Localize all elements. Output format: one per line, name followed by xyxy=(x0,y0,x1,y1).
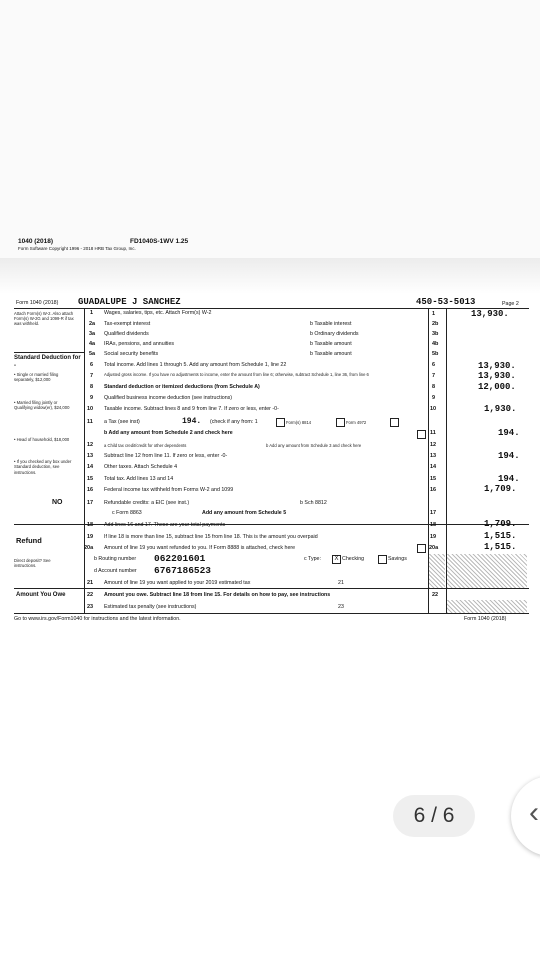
prev-copyright: Form Software Copyright 1996 - 2018 HRB Tax Group, Inc. xyxy=(18,246,136,251)
prev-form-label: 1040 (2018) xyxy=(18,238,54,245)
line-number: 22 xyxy=(432,592,439,598)
line-20a-value: 1,515. xyxy=(484,542,517,552)
line-11a-inline-value: 194. xyxy=(182,417,202,426)
line-number: 13 xyxy=(87,453,94,459)
form-8814-label: Form(s) 8814 xyxy=(286,420,312,425)
page-number: Page 2 xyxy=(502,301,519,307)
line-number: 1 xyxy=(432,311,436,317)
account-number: 6767186523 xyxy=(154,565,212,576)
shaded-area xyxy=(429,554,445,588)
standard-deduction-title: Standard Deduction for - xyxy=(14,355,81,369)
line-number: 17 xyxy=(430,510,437,516)
next-page-button[interactable] xyxy=(511,776,540,856)
line-number: 8 xyxy=(90,384,94,390)
line-number: 3a xyxy=(89,331,96,337)
previous-page xyxy=(0,0,540,259)
account-number-label: d Account number xyxy=(94,568,137,574)
line-number: 7 xyxy=(432,373,436,379)
shaded-area xyxy=(447,600,527,613)
routing-label: b Routing number xyxy=(94,556,137,562)
line-1-text: Wages, salaries, tips, etc. Attach Form(s) W-2 xyxy=(104,310,212,316)
line-15-text: Total tax. Add lines 13 and 14 xyxy=(104,476,174,482)
line-2a-text: Tax-exempt interest xyxy=(104,321,151,327)
line-12a-text: a Child tax credit/credit for other dependents xyxy=(104,443,187,448)
line-11-value: 194. xyxy=(498,428,520,438)
footer-form: Form 1040 (2018) xyxy=(464,616,507,622)
line-number: 21 xyxy=(87,580,94,586)
line-number: 12 xyxy=(430,442,437,448)
line-11b-text: b Add any amount from Schedule 2 and check here xyxy=(104,430,233,436)
checking-checkbox[interactable]: X xyxy=(332,555,341,564)
chevron-right-icon: ‹ xyxy=(529,796,539,829)
line-number: 8 xyxy=(432,384,436,390)
line-3b-text: b Ordinary dividends xyxy=(310,331,359,337)
line-3a-text: Qualified dividends xyxy=(104,331,149,337)
line-number: 6 xyxy=(90,362,94,368)
line-17c-text: c Form 8863 xyxy=(112,510,142,516)
footer-instructions: Go to www.irs.gov/Form1040 for instructions and the latest information. xyxy=(14,616,181,622)
line-18-value: 1,709. xyxy=(484,519,517,529)
line-5b-text: b Taxable amount xyxy=(310,351,352,357)
line-number: 15 xyxy=(430,476,437,482)
no-mark: NO xyxy=(52,499,63,506)
line-number: 15 xyxy=(87,476,94,482)
form-4972-label: Form 4972 xyxy=(346,420,367,425)
form-8888-checkbox[interactable] xyxy=(417,544,426,553)
line-8-value: 12,000. xyxy=(478,382,516,392)
line-22-text: Amount you owe. Subtract line 18 from line 15. For details on how to pay, see instructions xyxy=(104,592,331,598)
line-2b-text: b Taxable interest xyxy=(310,321,352,327)
line-14-text: Other taxes. Attach Schedule 4 xyxy=(104,464,178,470)
checking-label: Checking xyxy=(342,556,365,562)
line-number: 11 xyxy=(87,419,93,425)
line-number: 23 xyxy=(87,604,94,610)
line-11-check-text: (check if any from: 1 xyxy=(210,419,258,425)
line-number: 16 xyxy=(87,487,94,493)
page-separator xyxy=(0,258,540,294)
line-number: 10 xyxy=(87,406,94,412)
savings-checkbox[interactable] xyxy=(378,555,387,564)
line-number: 13 xyxy=(430,453,437,459)
sidebar-item: • If you checked any box under Standard deduction, see instructions. xyxy=(14,459,72,475)
line-number: 9 xyxy=(432,395,436,401)
taxpayer-name: GUADALUPE J SANCHEZ xyxy=(78,297,181,307)
line-16-value: 1,709. xyxy=(484,484,517,494)
line-10-text: Taxable income. Subtract lines 8 and 9 from line 7. If zero or less, enter -0- xyxy=(104,406,279,412)
line-5a-text: Social security benefits xyxy=(104,351,159,357)
line-1-value: 13,930. xyxy=(471,309,509,319)
line-number: 17 xyxy=(87,500,94,506)
direct-deposit-note: Direct deposit? See instructions. xyxy=(14,558,51,568)
account-type-label: c Type: xyxy=(304,556,321,562)
line-number: 22 xyxy=(87,592,94,598)
line-number: 10 xyxy=(430,406,437,412)
line-number: 6 xyxy=(432,362,436,368)
line-12b-text: b Add any amount from Schedule 3 and check here xyxy=(266,443,362,448)
sidebar-item: • Single or married filing separately, $12,000 xyxy=(14,372,59,383)
line-8-text: Standard deduction or itemized deductions (from Schedule A) xyxy=(104,384,260,390)
line-4b-text: b Taxable amount xyxy=(310,341,352,347)
line-number: 7 xyxy=(90,373,94,379)
line-number: 16 xyxy=(430,487,437,493)
line-number: 9 xyxy=(90,395,94,401)
line-number: 20a xyxy=(84,545,94,551)
line-17-add-text: Add any amount from Schedule 5 xyxy=(202,510,287,516)
sidebar-item: • Married filing jointly or Qualifying widow(er), $24,000 xyxy=(14,400,70,411)
line-7-text: Adjusted gross income. If you have no adjustments to income, enter the amount from line 6; otherwise, subtract Schedule 1, line 36, from line 6 xyxy=(104,372,369,377)
line-16-text: Federal income tax withheld from Forms W-2 and 1099 xyxy=(104,487,234,493)
line-17b-text: b Sch 8812 xyxy=(300,500,327,506)
line-11b-checkbox[interactable] xyxy=(417,430,426,439)
prev-form-code: FD1040S-1WV 1.25 xyxy=(130,238,189,245)
amount-owe-label: Amount You Owe xyxy=(16,592,66,598)
line-number: 5a xyxy=(89,351,96,357)
line-23-number-box: 23 xyxy=(338,604,344,610)
line-number: 19 xyxy=(430,534,437,540)
line-15-value: 194. xyxy=(498,474,520,484)
line-6-text: Total income. Add lines 1 through 5. Add any amount from Schedule 1, line 22 xyxy=(104,362,287,368)
savings-label: Savings xyxy=(388,556,407,562)
line-number: 1 xyxy=(90,310,94,316)
line-13-value: 194. xyxy=(498,451,520,461)
page-indicator: 6 / 6 xyxy=(393,795,475,837)
form-1040-page-2 xyxy=(14,296,529,626)
line-23-text: Estimated tax penalty (see instructions) xyxy=(104,604,197,610)
line-number: 14 xyxy=(430,464,437,470)
line-number: 12 xyxy=(87,442,94,448)
form-4972-checkbox[interactable] xyxy=(336,418,345,427)
line-21-text: Amount of line 19 you want applied to your 2019 estimated tax xyxy=(104,580,251,586)
line-13-text: Subtract line 12 from line 11. If zero or less, enter -0- xyxy=(104,453,228,459)
line-9-text: Qualified business income deduction (see instructions) xyxy=(104,395,233,401)
line-number: 20a xyxy=(429,545,439,551)
line-17-text: Refundable credits: a EIC (see inst.) xyxy=(104,500,190,506)
line-number: 11 xyxy=(430,430,436,436)
sidebar-attach-note: Attach Form(s) W-2. Also attach Form(s) W-2G and 1099-R if tax was withheld. xyxy=(14,311,74,326)
line-6-value: 13,930. xyxy=(478,361,516,371)
line-number: 3b xyxy=(432,331,439,337)
line-11-other-checkbox[interactable] xyxy=(390,418,399,427)
shaded-area xyxy=(447,554,527,588)
line-21-number-box: 21 xyxy=(338,580,344,586)
line-number: 14 xyxy=(87,464,94,470)
line-number: 4a xyxy=(89,341,96,347)
line-18-text: Add lines 16 and 17. These are your total payments xyxy=(104,522,226,528)
ssn: 450-53-5013 xyxy=(416,297,476,307)
line-10-value: 1,930. xyxy=(484,404,517,414)
line-20a-text: Amount of line 19 you want refunded to you. If Form 8888 is attached, check here xyxy=(104,545,296,551)
form-8814-checkbox[interactable] xyxy=(276,418,285,427)
sidebar-item: • Head of household, $18,000 xyxy=(14,437,70,442)
form-header-label: Form 1040 (2018) xyxy=(16,300,59,306)
line-number: 19 xyxy=(87,534,94,540)
line-number: 5b xyxy=(432,351,439,357)
line-number: 4b xyxy=(432,341,439,347)
line-number: 18 xyxy=(430,522,437,528)
line-number: 2a xyxy=(89,321,96,327)
routing-number: 062201601 xyxy=(154,553,206,564)
line-7-value: 13,930. xyxy=(478,371,516,381)
refund-label: Refund xyxy=(16,536,42,545)
line-number: 2b xyxy=(432,321,439,327)
line-4a-text: IRAs, pensions, and annuities xyxy=(104,341,175,347)
line-11a-text: a Tax (see inst) xyxy=(104,419,140,425)
line-19-value: 1,515. xyxy=(484,531,517,541)
line-19-text: If line 18 is more than line 15, subtract line 15 from line 18. This is the amount you overpaid xyxy=(104,534,318,540)
line-number: 18 xyxy=(87,522,94,528)
